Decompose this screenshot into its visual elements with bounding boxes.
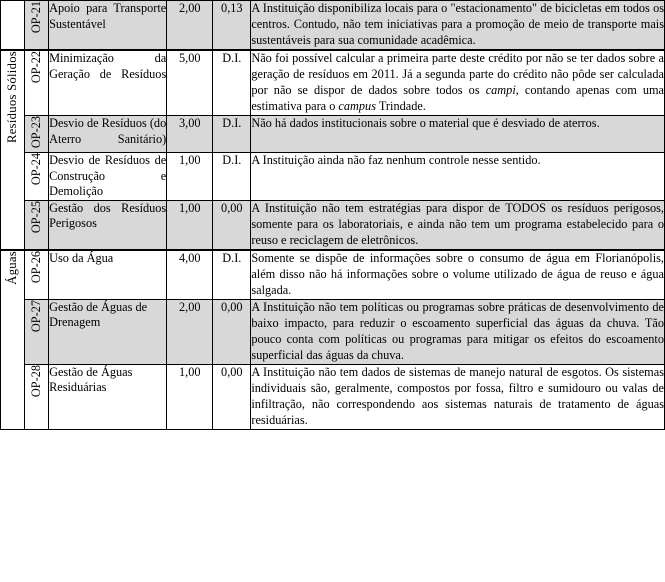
indicator-name-cell: Desvio de Resíduos (do Aterro Sanitário) [49, 115, 167, 152]
score-value-cell: D.I. [213, 50, 251, 115]
indicator-name-cell: Desvio de Resíduos de Construção e Demolição [49, 153, 167, 201]
justification-cell: Somente se dispõe de informações sobre o consumo de água em Florianópolis, além disso não há informações sobre o volume utilizado de água de reuso e água salgada. [251, 250, 665, 299]
table-row [1, 200, 665, 249]
op-code-label: OP-25 [29, 200, 44, 233]
justification-cell: A Instituição não tem dados de sistemas de manejo natural de esgotos. Os sistemas individuais são, geralmente, compostos por fossa, filtro e sumidouro ou valas de infiltração, não correspondendo aos sistemas naturais de tratamento de águas residuárias. [251, 364, 665, 429]
points-value-cell: 2,00 [167, 1, 213, 50]
score-value-cell: D.I. [213, 115, 251, 152]
score-value-cell: 0,00 [213, 299, 251, 364]
points-value-cell: 1,00 [167, 153, 213, 201]
category-cell-residuos-solidos [1, 50, 25, 250]
justification-cell: Não foi possível calcular a primeira parte deste crédito por não se ter dados sobre a geração de resíduos em 2011. Já a segunda parte do crédito não pôde ser calculada por não se dispor de dados sobre todos os campi, contando apenas com uma estimativa para o campus Trindade. [251, 50, 665, 115]
score-value-cell: 0,00 [213, 364, 251, 429]
op-code-label: OP-28 [29, 364, 44, 397]
justification-cell: A Instituição disponibiliza locais para o "estacionamento" de bicicletas em todos os centros. Contudo, não tem iniciativas para a promoção de meio de transporte mais sustentáveis para sua comunidade acadêmica. [251, 1, 665, 50]
points-value-cell: 1,00 [167, 364, 213, 429]
justification-cell: A Instituição não tem estratégias para dispor de TODOS os resíduos perigosos, somente para os laboratoriais, e ainda não tem um programa estabelecido para o reuso e reciclagem de eletrônicos. [251, 200, 665, 249]
category-label: Águas [5, 250, 20, 285]
points-value-cell: 4,00 [167, 250, 213, 299]
score-value-cell: 0,00 [213, 200, 251, 249]
table-row [1, 299, 665, 364]
table-row [1, 1, 665, 50]
points-value-cell: 2,00 [167, 299, 213, 364]
indicator-name-cell: Uso da Água [49, 250, 167, 299]
op-code-cell [25, 50, 49, 115]
indicator-name-cell: Apoio para Transporte Sustentável [49, 1, 167, 50]
table-row [1, 250, 665, 299]
points-value-cell: 3,00 [167, 115, 213, 152]
op-code-cell [25, 299, 49, 364]
op-code-cell [25, 1, 49, 50]
points-value-cell: 1,00 [167, 200, 213, 249]
op-code-cell [25, 200, 49, 249]
score-value-cell: D.I. [213, 153, 251, 201]
category-label: Resíduos Sólidos [5, 50, 20, 143]
score-value-cell: 0,13 [213, 1, 251, 50]
justification-cell: A Instituição ainda não faz nenhum controle nesse sentido. [251, 153, 665, 201]
category-cell-aguas [1, 250, 25, 429]
points-value-cell: 5,00 [167, 50, 213, 115]
table-row [1, 153, 665, 201]
op-code-label: OP-21 [29, 1, 44, 34]
op-code-cell [25, 250, 49, 299]
table-row [1, 364, 665, 429]
table-row [1, 115, 665, 152]
op-code-cell [25, 364, 49, 429]
justification-cell: Não há dados institucionais sobre o material que é desviado de aterros. [251, 115, 665, 152]
op-code-cell [25, 153, 49, 201]
op-code-label: OP-22 [29, 50, 44, 84]
op-code-label: OP-27 [29, 299, 44, 332]
op-code-label: OP-26 [29, 250, 44, 283]
score-value-cell: D.I. [213, 250, 251, 299]
indicator-name-cell: Minimização da Geração de Resíduos [49, 50, 167, 115]
op-code-label: OP-24 [29, 153, 44, 186]
indicator-name-cell: Gestão dos Resíduos Perigosos [49, 200, 167, 249]
category-cell-transporte [1, 1, 25, 50]
indicator-name-cell: Gestão de Águas de Drenagem [49, 299, 167, 364]
justification-cell: A Instituição não tem políticas ou programas sobre práticas de desenvolvimento de baixo impacto, para reduzir o escoamento superficial das águas da chuva. Tão pouco conta com políticas ou programas para mitigar os efeitos do escoamento superficial das águas da chuva. [251, 299, 665, 364]
op-code-label: OP-23 [29, 115, 44, 149]
table-row [1, 50, 665, 115]
indicator-name-cell: Gestão de Águas Residuárias [49, 364, 167, 429]
op-code-cell [25, 115, 49, 152]
